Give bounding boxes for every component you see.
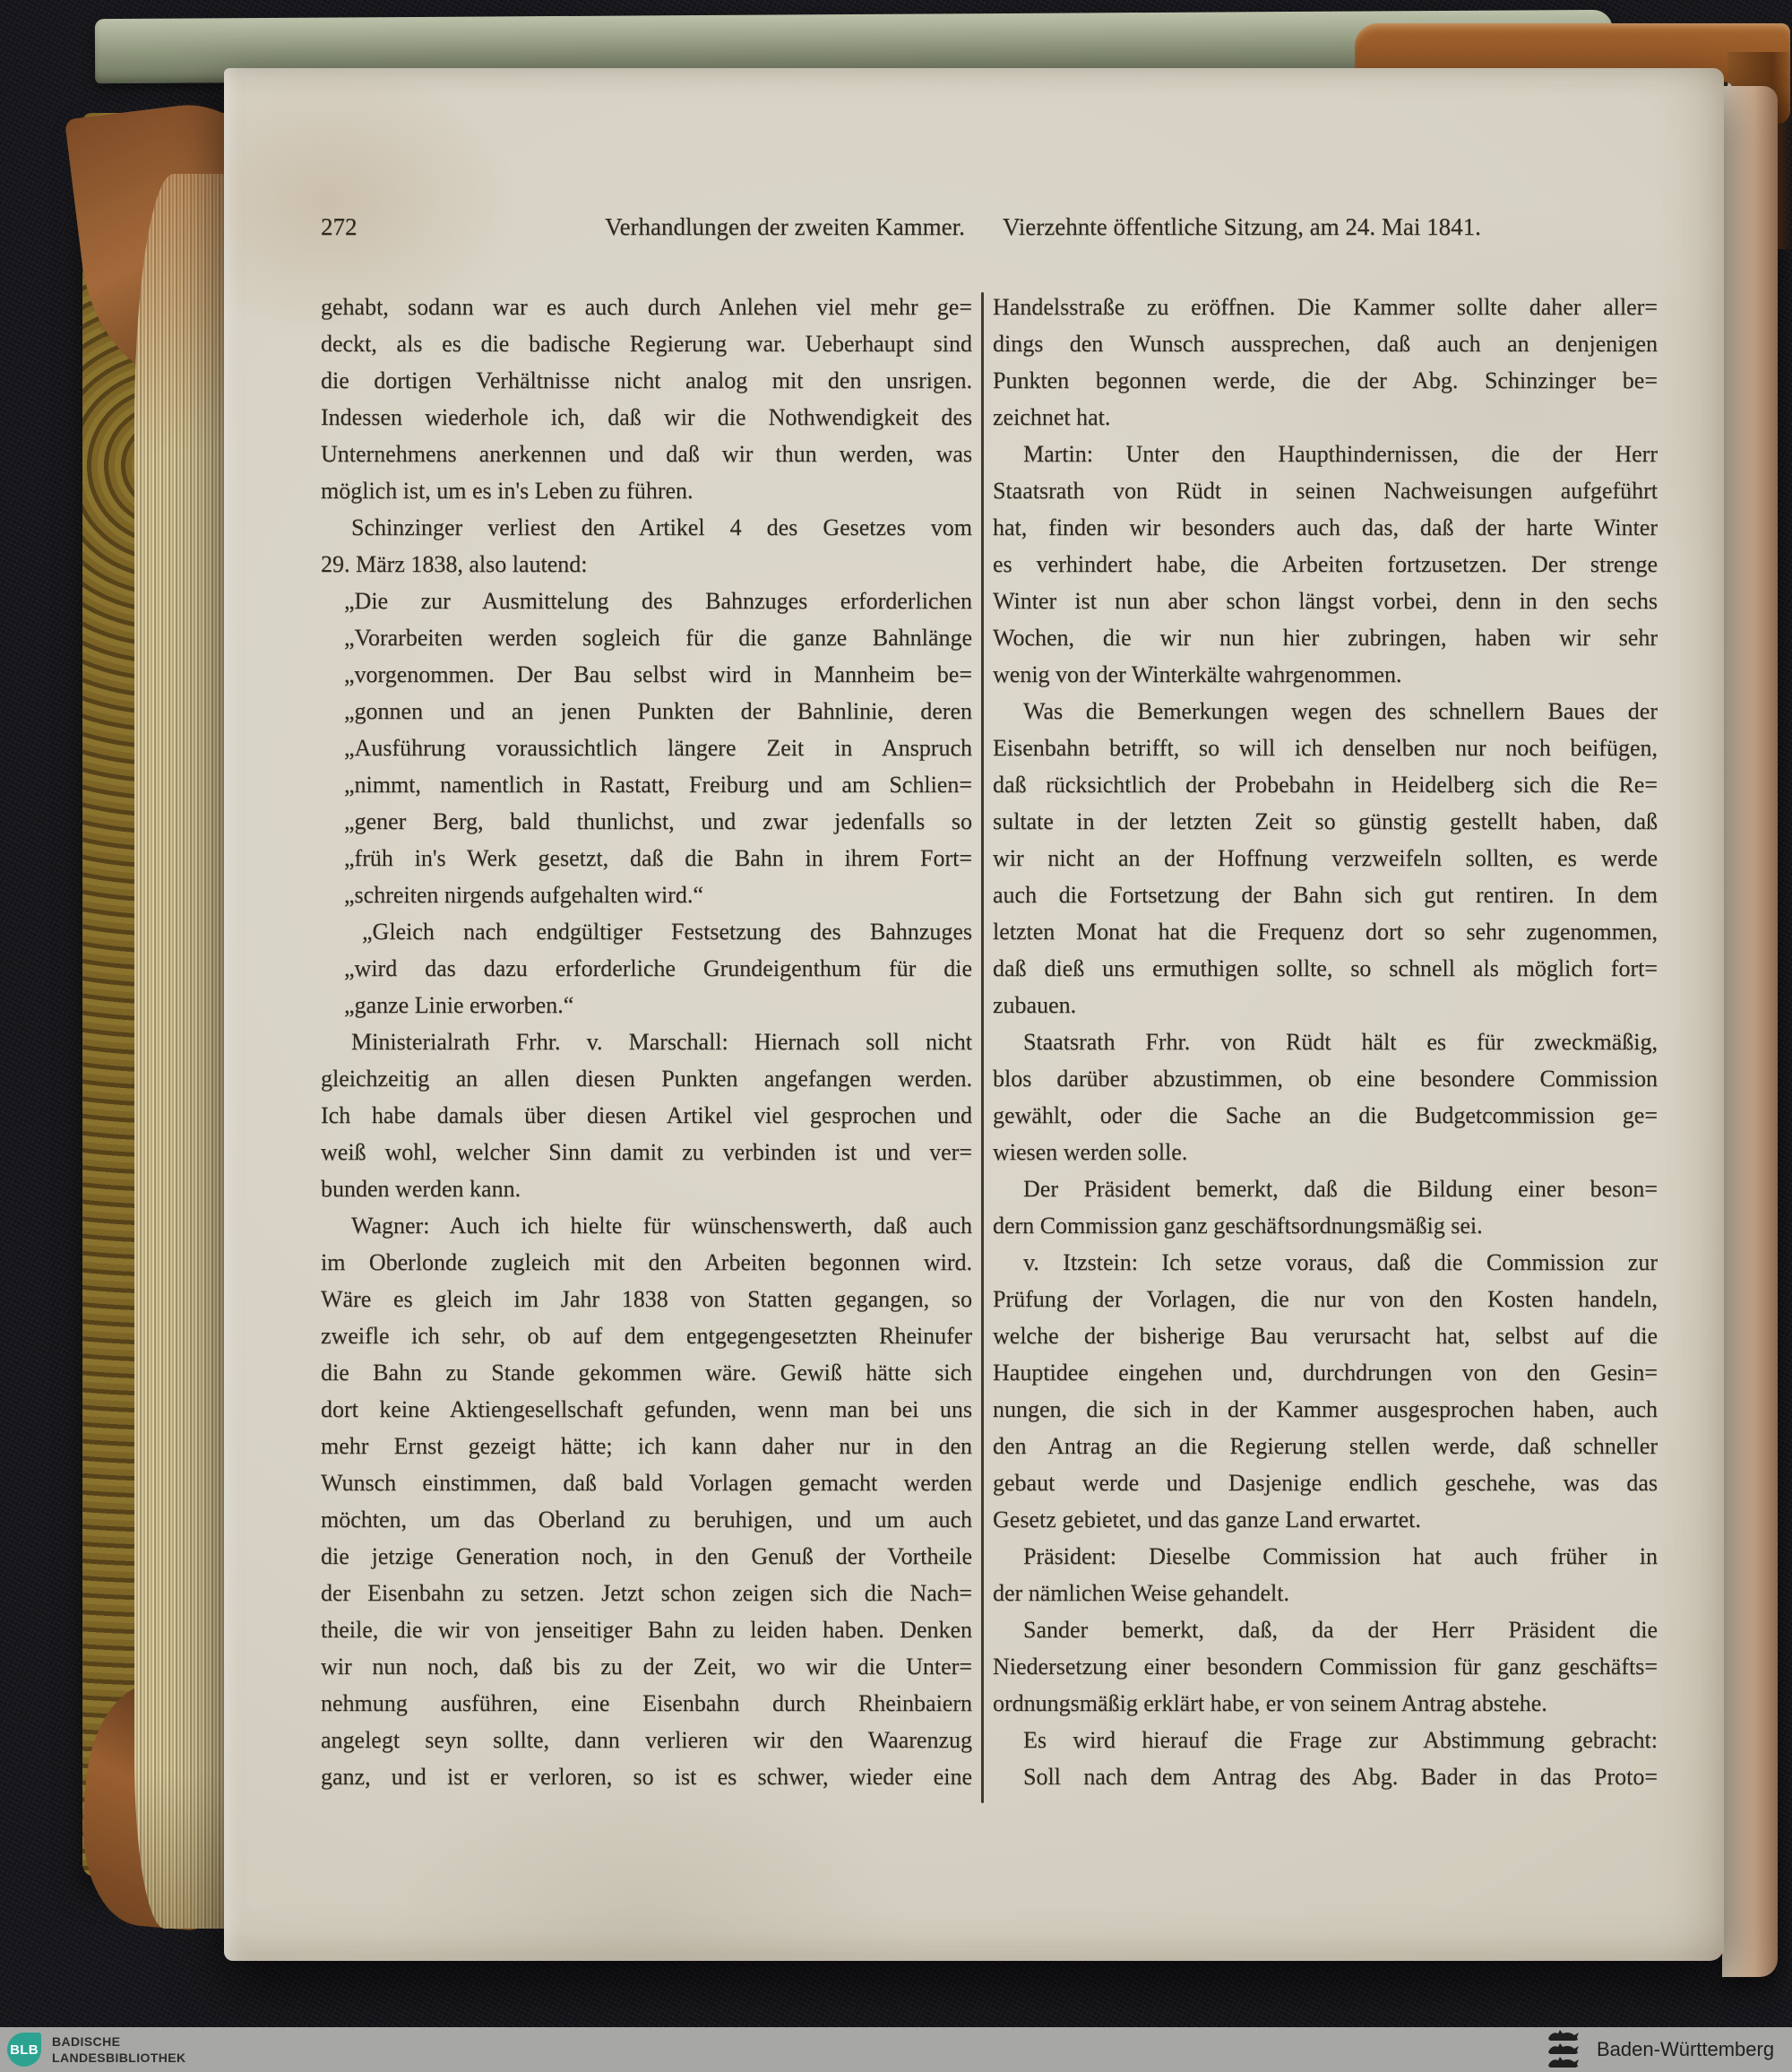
text-line: möglich ist, um es in's Leben zu führen. <box>321 478 694 504</box>
text-line: ganz, und ist er verloren, so ist es schwer, wieder eine <box>321 1764 972 1790</box>
text-line: Wäre es gleich im Jahr 1838 von Statten gegangen, so <box>321 1286 972 1312</box>
text-line: Sander bemerkt, daß, da der Herr Präsident die <box>1023 1617 1658 1643</box>
blb-logo-icon: BLB <box>7 2033 41 2067</box>
text-line: dort keine Aktiengesellschaft gefunden, wenn man bei uns <box>321 1396 972 1422</box>
text-line: wir nun noch, daß bis zu der Zeit, wo wir die Unter= <box>321 1653 972 1679</box>
text-line: weiß wohl, welcher Sinn damit zu verbinden ist und ver= <box>321 1139 972 1165</box>
running-title-main: Verhandlungen der zweiten Kammer. <box>605 213 965 240</box>
text-line: der nämlichen Weise gehandelt. <box>993 1580 1289 1606</box>
text-line: welche der bisherige Bau verursacht hat, selbst auf die <box>993 1323 1658 1349</box>
text-line: nehmung ausführen, eine Eisenbahn durch Rheinbaiern <box>321 1690 972 1716</box>
text-line: Punkten begonnen werde, die der Abg. Schinzinger be= <box>993 367 1658 393</box>
text-line: Handelsstraße zu eröffnen. Die Kammer sollte daher aller= <box>993 294 1658 320</box>
text-line: theile, die wir von jenseitiger Bahn zu leiden haben. Denken <box>321 1617 972 1643</box>
text-line: auch die Fortsetzung der Bahn sich gut rentiren. In dem <box>993 882 1658 908</box>
text-line: der Eisenbahn zu setzen. Jetzt schon zeigen sich die Nach= <box>321 1580 972 1606</box>
text-line: Wochen, die wir nun hier zubringen, haben wir sehr <box>993 625 1658 651</box>
text-line: dern Commission ganz geschäftsordnungsmäßig sei. <box>993 1213 1483 1239</box>
text-line: Indessen wiederhole ich, daß wir die Nothwendigkeit des <box>321 404 972 430</box>
text-line: „gener Berg, bald thunlichst, und zwar jedenfalls so <box>344 808 972 834</box>
text-line: angelegt seyn sollte, dann verlieren wir den Waarenzug <box>321 1727 972 1753</box>
text-line: „gonnen und an jenen Punkten der Bahnlinie, deren <box>344 698 972 724</box>
text-line: Niedersetzung einer besondern Commission für ganz geschäfts= <box>993 1653 1658 1679</box>
text-line: Prüfung der Vorlagen, die nur von den Kosten handeln, <box>993 1286 1658 1312</box>
text-line: wiesen werden solle. <box>993 1139 1188 1165</box>
text-line: „Gleich nach endgültiger Festsetzung des Bahnzuges <box>362 919 972 945</box>
text-line: Unternehmens anerkennen und daß wir thun werden, was <box>321 441 972 467</box>
text-line: zubauen. <box>993 992 1077 1018</box>
bw-coat-of-arms-lions-icon <box>1546 2029 1588 2070</box>
column-divider-rule <box>981 292 984 1803</box>
text-line: Was die Bemerkungen wegen des schnellern Baues der <box>1023 698 1658 724</box>
text-line: Wagner: Auch ich hielte für wünschenswerth, daß auch <box>351 1213 972 1239</box>
facing-page-edge <box>1722 86 1778 1977</box>
blb-name-line1: BADISCHE <box>52 2034 121 2049</box>
baden-wuerttemberg-logo <box>1546 2027 1774 2072</box>
text-line: deckt, als es die badische Regierung war. Ueberhaupt sind <box>321 331 972 357</box>
text-line: ordnungsmäßig erklärt habe, er von seinem Antrag abstehe. <box>993 1690 1547 1716</box>
text-line: wir nicht an der Hoffnung verzweifeln sollten, es werde <box>993 845 1658 871</box>
page-header <box>321 213 1658 253</box>
text-line: Präsident: Dieselbe Commission hat auch früher in <box>1023 1543 1658 1569</box>
text-line: Es wird hierauf die Frage zur Abstimmung gebracht: <box>1023 1727 1658 1753</box>
running-title <box>428 213 1658 241</box>
text-line: gebaut werde und Dasjenige endlich geschehe, was das <box>993 1470 1658 1496</box>
text-line: daß rücksichtlich der Probebahn in Heidelberg sich die Re= <box>993 772 1658 798</box>
text-line: Der Präsident bemerkt, daß die Bildung einer beson= <box>1023 1176 1658 1202</box>
text-column-right <box>993 289 1658 1795</box>
text-line: gewählt, oder die Sache an die Budgetcommission ge= <box>993 1102 1658 1128</box>
text-line: hat, finden wir besonders auch das, daß der harte Winter <box>993 514 1658 540</box>
text-line: Staatsrath von Rüdt in seinen Nachweisungen aufgeführt <box>993 478 1658 504</box>
text-line: „schreiten nirgends aufgehalten wird.“ <box>344 882 703 908</box>
text-line: Martin: Unter den Haupthindernissen, die der Herr <box>1023 441 1658 467</box>
text-line: die jetzige Generation noch, in den Genuß der Vortheile <box>321 1543 972 1569</box>
text-line: dings den Wunsch aussprechen, daß auch an denjenigen <box>993 331 1658 357</box>
text-line: Gesetz gebietet, und das ganze Land erwartet. <box>993 1507 1421 1532</box>
text-line: Staatsrath Frhr. von Rüdt hält es für zweckmäßig, <box>1023 1029 1658 1055</box>
text-line: Eisenbahn betrifft, so will ich denselben nur noch beifügen, <box>993 735 1658 761</box>
text-line: „wird das dazu erforderliche Grundeigenthum für die <box>344 955 972 981</box>
text-line: letzten Monat hat die Frequenz dort so sehr zugenommen, <box>993 919 1658 945</box>
text-line: „Vorarbeiten werden sogleich für die ganze Bahnlänge <box>344 625 972 651</box>
text-line: v. Itzstein: Ich setze voraus, daß die Commission zur <box>1023 1249 1658 1275</box>
text-line: Schinzinger verliest den Artikel 4 des Gesetzes vom <box>351 514 972 540</box>
text-line: „Die zur Ausmittelung des Bahnzuges erforderlichen <box>344 588 972 614</box>
book-page <box>224 68 1724 1961</box>
text-line: Soll nach dem Antrag des Abg. Bader in das Proto= <box>1023 1764 1658 1790</box>
text-line: Ich habe damals über diesen Artikel viel gesprochen und <box>321 1102 972 1128</box>
text-line: sultate in der letzten Zeit so günstig gestellt haben, daß <box>993 808 1658 834</box>
text-line: Ministerialrath Frhr. v. Marschall: Hiernach soll nicht <box>351 1029 972 1055</box>
bw-label: Baden-Württemberg <box>1597 2038 1775 2060</box>
text-line: es verhindert habe, die Arbeiten fortzusetzen. Der strenge <box>993 551 1658 577</box>
text-line: den Antrag an die Regierung stellen werde, daß schneller <box>993 1433 1658 1459</box>
text-line: „Ausführung voraussichtlich längere Zeit in Anspruch <box>344 735 972 761</box>
text-line: nungen, die sich in der Kammer ausgesprochen haben, auch <box>993 1396 1658 1422</box>
library-footer-bar <box>0 2027 1792 2072</box>
text-line: zweifle ich sehr, ob auf dem entgegengesetzten Rheinufer <box>321 1323 972 1349</box>
page-number: 272 <box>321 213 358 240</box>
blb-name-line2: LANDESBIBLIOTHEK <box>52 2050 186 2065</box>
text-line: wenig von der Winterkälte wahrgenommen. <box>993 661 1402 687</box>
text-line: „nimmt, namentlich in Rastatt, Freiburg und am Schlien= <box>344 772 972 798</box>
text-line: mehr Ernst gezeigt hätte; ich kann daher nur in den <box>321 1433 972 1459</box>
text-line: blos darüber abzustimmen, ob eine besondere Commission <box>993 1066 1658 1092</box>
text-line: „früh in's Werk gesetzt, daß die Bahn in ihrem Fort= <box>344 845 972 871</box>
running-title-session: Vierzehnte öffentliche Sitzung, am 24. Mai 1841. <box>1002 213 1481 240</box>
text-column-left <box>321 289 972 1795</box>
text-line: bunden werden kann. <box>321 1176 521 1202</box>
text-line: Wunsch einstimmen, daß bald Vorlagen gemacht werden <box>321 1470 972 1496</box>
text-line: Hauptidee eingehen und, durchdrungen von den Gesin= <box>993 1360 1658 1386</box>
blb-library-name <box>52 2033 186 2066</box>
text-line: „ganze Linie erworben.“ <box>344 992 574 1018</box>
text-line: 29. März 1838, also lautend: <box>321 551 588 577</box>
text-line: die dortigen Verhältnisse nicht analog mit den unsrigen. <box>321 367 972 393</box>
text-line: gehabt, sodann war es auch durch Anlehen viel mehr ge= <box>321 294 972 320</box>
text-line: zeichnet hat. <box>993 404 1111 430</box>
text-line: Winter ist nun aber schon längst vorbei, denn in den sechs <box>993 588 1658 614</box>
text-line: gleichzeitig an allen diesen Punkten angefangen werden. <box>321 1066 972 1092</box>
text-line: daß dieß uns ermuthigen sollte, so schnell als möglich fort= <box>993 955 1658 981</box>
text-line: die Bahn zu Stande gekommen wäre. Gewiß hätte sich <box>321 1360 972 1386</box>
text-line: im Oberlonde zugleich mit den Arbeiten begonnen wird. <box>321 1249 972 1275</box>
text-line: möchten, um das Oberland zu beruhigen, und um auch <box>321 1507 972 1532</box>
text-line: „vorgenommen. Der Bau selbst wird in Mannheim be= <box>344 661 972 687</box>
